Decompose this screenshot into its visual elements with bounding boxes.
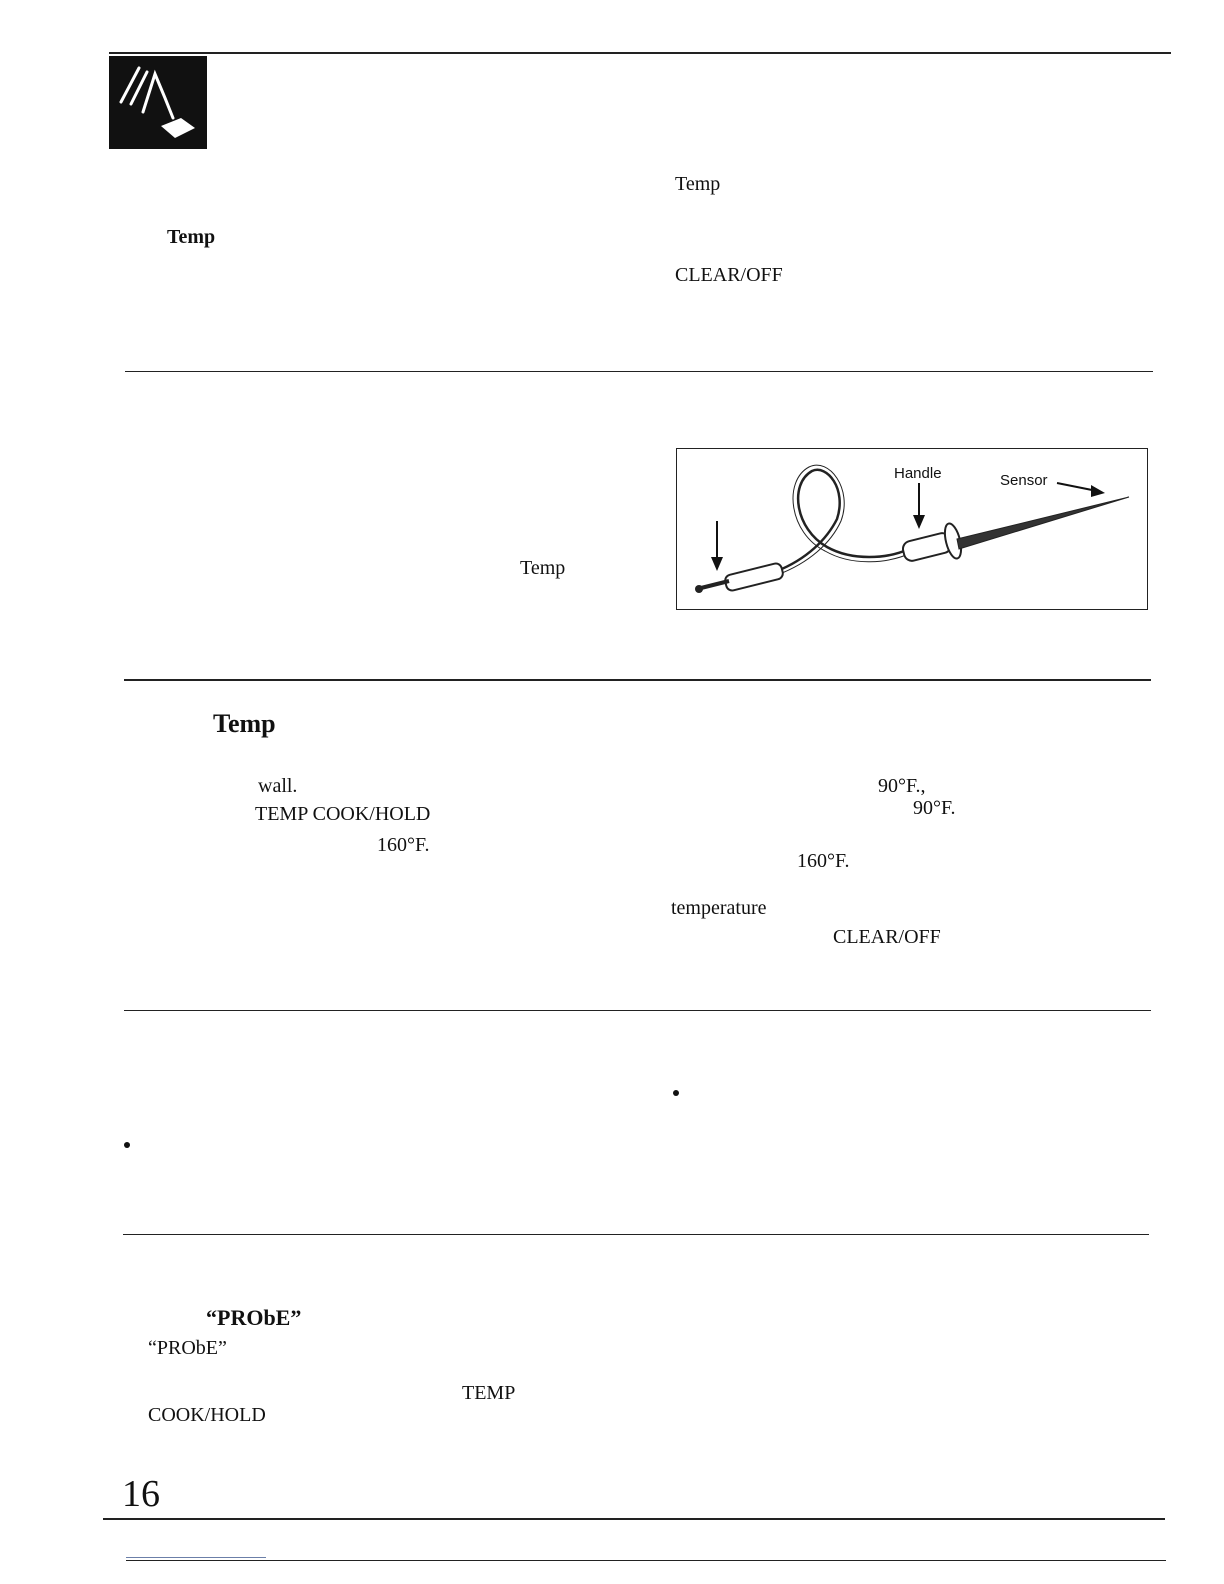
bullet-left <box>124 1142 130 1148</box>
footer-rule <box>103 1518 1165 1520</box>
temp-left-wall: wall. <box>258 775 298 797</box>
page-number: 16 <box>122 1473 160 1515</box>
probe-sensor-label: Sensor <box>1000 472 1048 489</box>
probe-message-cook-hold: COOK/HOLD <box>148 1404 266 1426</box>
footer-rule-bottom <box>126 1560 1166 1561</box>
probe-handle-label: Handle <box>894 465 942 482</box>
header-rule <box>109 52 1171 54</box>
bullet-right <box>673 1090 679 1096</box>
temp-right-temperature: temperature <box>671 897 767 919</box>
section-divider-2 <box>124 679 1151 681</box>
probe-left-temp: Temp <box>520 557 566 579</box>
temp-left-cook-hold-buttons: TEMP COOK/HOLD <box>255 803 431 825</box>
top-right-temp: Temp <box>675 173 721 195</box>
temp-right-160: 160°F. <box>797 850 850 872</box>
temp-right-90b: 90°F. <box>913 797 956 819</box>
probe-message-quote: “PRObE” <box>148 1337 227 1359</box>
hand-pressing-pad-icon <box>109 56 207 149</box>
top-left-temp: Temp <box>167 226 216 248</box>
temp-right-clear-off: CLEAR/OFF <box>833 926 941 948</box>
probe-illustration-frame <box>676 448 1148 610</box>
temp-right-90a: 90°F., <box>878 775 926 797</box>
temp-left-160: 160°F. <box>377 834 430 856</box>
section-divider-3 <box>124 1010 1151 1011</box>
top-right-clear-off: CLEAR/OFF <box>675 264 783 286</box>
probe-message-temp: TEMP <box>462 1382 516 1404</box>
temp-section-heading: Temp <box>213 709 276 738</box>
section-divider-4 <box>123 1234 1149 1235</box>
section-divider-1 <box>125 371 1153 372</box>
footer-rule-accent <box>126 1557 266 1558</box>
probe-message-heading: “PRObE” <box>206 1305 302 1330</box>
